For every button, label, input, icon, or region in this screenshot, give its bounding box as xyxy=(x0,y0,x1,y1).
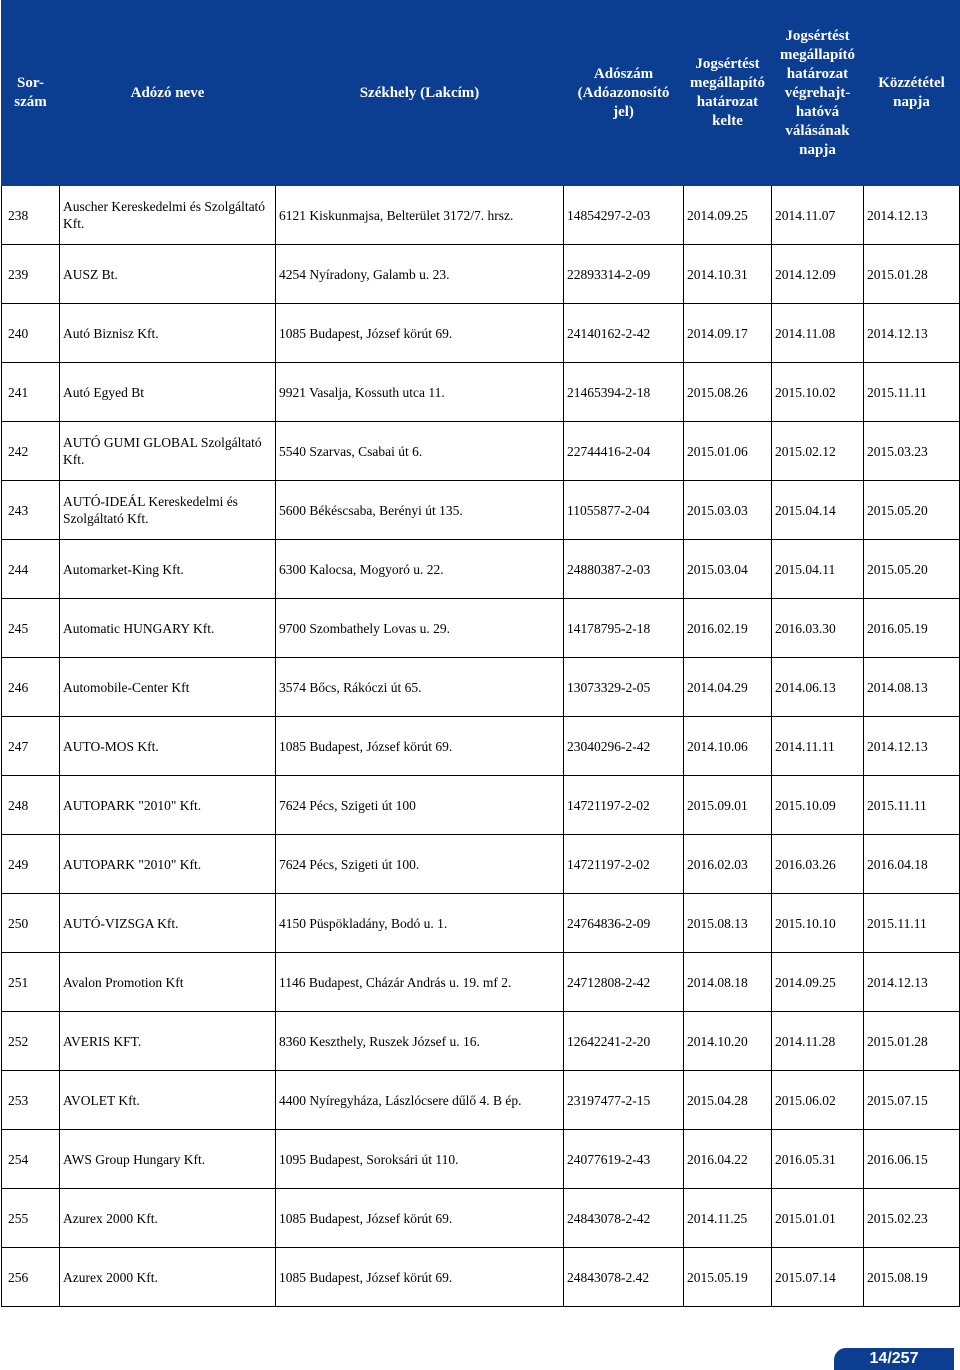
table-row xyxy=(2,894,960,953)
cell-enforceable-date: 2015.10.10 xyxy=(772,894,864,953)
cell-decision-date: 2014.10.06 xyxy=(684,717,772,776)
cell-enforceable-date: 2014.12.09 xyxy=(772,245,864,304)
cell-publication-date: 2015.11.11 xyxy=(864,363,960,422)
cell-decision-date: 2015.05.19 xyxy=(684,1248,772,1307)
cell-tax-number: 14721197-2-02 xyxy=(564,835,684,894)
cell-tax-number: 13073329-2-05 xyxy=(564,658,684,717)
cell-enforceable-date: 2015.01.01 xyxy=(772,1189,864,1248)
cell-row-number: 255 xyxy=(2,1189,60,1248)
cell-row-number: 252 xyxy=(2,1012,60,1071)
cell-taxpayer-name: AUTO-MOS Kft. xyxy=(60,717,276,776)
cell-decision-date: 2014.09.25 xyxy=(684,186,772,245)
cell-decision-date: 2014.10.20 xyxy=(684,1012,772,1071)
cell-publication-date: 2014.12.13 xyxy=(864,953,960,1012)
cell-taxpayer-name: AUTÓ-VIZSGA Kft. xyxy=(60,894,276,953)
cell-decision-date: 2015.08.13 xyxy=(684,894,772,953)
table-row xyxy=(2,245,960,304)
cell-taxpayer-name: AUTOPARK "2010" Kft. xyxy=(60,835,276,894)
cell-decision-date: 2016.02.03 xyxy=(684,835,772,894)
table-row xyxy=(2,1012,960,1071)
cell-enforceable-date: 2015.02.12 xyxy=(772,422,864,481)
cell-row-number: 245 xyxy=(2,599,60,658)
cell-row-number: 247 xyxy=(2,717,60,776)
cell-enforceable-date: 2014.11.08 xyxy=(772,304,864,363)
cell-tax-number: 23040296-2-42 xyxy=(564,717,684,776)
cell-row-number: 253 xyxy=(2,1071,60,1130)
cell-row-number: 244 xyxy=(2,540,60,599)
cell-enforceable-date: 2014.11.28 xyxy=(772,1012,864,1071)
cell-tax-number: 12642241-2-20 xyxy=(564,1012,684,1071)
col-header-tax-number: Adószám (Adóazonosító jel) xyxy=(564,1,684,186)
cell-row-number: 250 xyxy=(2,894,60,953)
cell-tax-number: 22744416-2-04 xyxy=(564,422,684,481)
cell-taxpayer-name: Autó Egyed Bt xyxy=(60,363,276,422)
cell-tax-number: 14721197-2-02 xyxy=(564,776,684,835)
table-row xyxy=(2,481,960,540)
page-number: 14/257 xyxy=(834,1348,954,1370)
cell-publication-date: 2015.02.23 xyxy=(864,1189,960,1248)
cell-enforceable-date: 2015.06.02 xyxy=(772,1071,864,1130)
cell-address: 8360 Keszthely, Ruszek József u. 16. xyxy=(276,1012,564,1071)
cell-tax-number: 24843078-2-42 xyxy=(564,1189,684,1248)
table-row xyxy=(2,1071,960,1130)
cell-taxpayer-name: Automatic HUNGARY Kft. xyxy=(60,599,276,658)
cell-publication-date: 2015.01.28 xyxy=(864,245,960,304)
cell-row-number: 248 xyxy=(2,776,60,835)
cell-enforceable-date: 2015.07.14 xyxy=(772,1248,864,1307)
cell-row-number: 240 xyxy=(2,304,60,363)
cell-publication-date: 2014.12.13 xyxy=(864,186,960,245)
cell-taxpayer-name: Auscher Kereskedelmi és Szolgáltató Kft. xyxy=(60,186,276,245)
cell-address: 7624 Pécs, Szigeti út 100 xyxy=(276,776,564,835)
cell-decision-date: 2014.10.31 xyxy=(684,245,772,304)
cell-enforceable-date: 2016.05.31 xyxy=(772,1130,864,1189)
cell-taxpayer-name: AUTOPARK "2010" Kft. xyxy=(60,776,276,835)
table-row xyxy=(2,1248,960,1307)
cell-publication-date: 2014.12.13 xyxy=(864,304,960,363)
cell-address: 5600 Békéscsaba, Berényi út 135. xyxy=(276,481,564,540)
cell-taxpayer-name: AVOLET Kft. xyxy=(60,1071,276,1130)
cell-publication-date: 2015.05.20 xyxy=(864,481,960,540)
table-row xyxy=(2,304,960,363)
cell-publication-date: 2016.04.18 xyxy=(864,835,960,894)
cell-enforceable-date: 2014.09.25 xyxy=(772,953,864,1012)
cell-enforceable-date: 2016.03.26 xyxy=(772,835,864,894)
col-header-row-number: Sor-szám xyxy=(2,1,60,186)
cell-enforceable-date: 2014.11.07 xyxy=(772,186,864,245)
cell-tax-number: 22893314-2-09 xyxy=(564,245,684,304)
cell-row-number: 254 xyxy=(2,1130,60,1189)
cell-publication-date: 2015.03.23 xyxy=(864,422,960,481)
cell-enforceable-date: 2016.03.30 xyxy=(772,599,864,658)
cell-tax-number: 21465394-2-18 xyxy=(564,363,684,422)
cell-taxpayer-name: Autó Biznisz Kft. xyxy=(60,304,276,363)
table-row xyxy=(2,540,960,599)
cell-decision-date: 2015.03.03 xyxy=(684,481,772,540)
table-row xyxy=(2,422,960,481)
cell-taxpayer-name: AUTÓ GUMI GLOBAL Szolgáltató Kft. xyxy=(60,422,276,481)
col-header-enforceable-date: Jogsértést megállapító határozat végrehajt-hatóvá válásának napja xyxy=(772,1,864,186)
col-header-publication-date: Közzététel napja xyxy=(864,1,960,186)
cell-enforceable-date: 2015.10.09 xyxy=(772,776,864,835)
cell-taxpayer-name: Avalon Promotion Kft xyxy=(60,953,276,1012)
cell-publication-date: 2014.12.13 xyxy=(864,717,960,776)
cell-enforceable-date: 2014.06.13 xyxy=(772,658,864,717)
cell-decision-date: 2016.04.22 xyxy=(684,1130,772,1189)
cell-taxpayer-name: Automobile-Center Kft xyxy=(60,658,276,717)
cell-taxpayer-name: AWS Group Hungary Kft. xyxy=(60,1130,276,1189)
cell-address: 1095 Budapest, Soroksári út 110. xyxy=(276,1130,564,1189)
cell-publication-date: 2014.08.13 xyxy=(864,658,960,717)
cell-publication-date: 2015.11.11 xyxy=(864,894,960,953)
cell-address: 3574 Bőcs, Rákóczi út 65. xyxy=(276,658,564,717)
cell-row-number: 242 xyxy=(2,422,60,481)
cell-address: 4254 Nyíradony, Galamb u. 23. xyxy=(276,245,564,304)
table-row xyxy=(2,1130,960,1189)
cell-taxpayer-name: Automarket-King Kft. xyxy=(60,540,276,599)
cell-address: 9700 Szombathely Lovas u. 29. xyxy=(276,599,564,658)
cell-taxpayer-name: AUSZ Bt. xyxy=(60,245,276,304)
cell-tax-number: 14854297-2-03 xyxy=(564,186,684,245)
cell-taxpayer-name: AUTÓ-IDEÁL Kereskedelmi és Szolgáltató Kft. xyxy=(60,481,276,540)
table-row xyxy=(2,717,960,776)
cell-address: 9921 Vasalja, Kossuth utca 11. xyxy=(276,363,564,422)
cell-tax-number: 24077619-2-43 xyxy=(564,1130,684,1189)
cell-address: 6300 Kalocsa, Mogyoró u. 22. xyxy=(276,540,564,599)
cell-address: 7624 Pécs, Szigeti út 100. xyxy=(276,835,564,894)
cell-address: 1085 Budapest, József körút 69. xyxy=(276,1189,564,1248)
cell-row-number: 238 xyxy=(2,186,60,245)
cell-row-number: 241 xyxy=(2,363,60,422)
cell-tax-number: 24880387-2-03 xyxy=(564,540,684,599)
cell-address: 4150 Püspökladány, Bodó u. 1. xyxy=(276,894,564,953)
cell-row-number: 243 xyxy=(2,481,60,540)
cell-publication-date: 2015.05.20 xyxy=(864,540,960,599)
cell-decision-date: 2014.09.17 xyxy=(684,304,772,363)
cell-address: 1085 Budapest, József körút 69. xyxy=(276,717,564,776)
cell-address: 6121 Kiskunmajsa, Belterület 3172/7. hrsz. xyxy=(276,186,564,245)
cell-row-number: 246 xyxy=(2,658,60,717)
cell-row-number: 249 xyxy=(2,835,60,894)
cell-row-number: 239 xyxy=(2,245,60,304)
table-row xyxy=(2,835,960,894)
table-row xyxy=(2,658,960,717)
cell-decision-date: 2014.08.18 xyxy=(684,953,772,1012)
cell-publication-date: 2015.08.19 xyxy=(864,1248,960,1307)
cell-decision-date: 2015.09.01 xyxy=(684,776,772,835)
tax-offenders-table xyxy=(1,0,960,1307)
cell-publication-date: 2016.05.19 xyxy=(864,599,960,658)
cell-address: 5540 Szarvas, Csabai út 6. xyxy=(276,422,564,481)
cell-enforceable-date: 2015.04.11 xyxy=(772,540,864,599)
cell-enforceable-date: 2015.04.14 xyxy=(772,481,864,540)
cell-tax-number: 14178795-2-18 xyxy=(564,599,684,658)
cell-decision-date: 2015.04.28 xyxy=(684,1071,772,1130)
col-header-taxpayer-name: Adózó neve xyxy=(60,1,276,186)
cell-enforceable-date: 2014.11.11 xyxy=(772,717,864,776)
cell-address: 4400 Nyíregyháza, Lászlócsere dűlő 4. B ép. xyxy=(276,1071,564,1130)
cell-tax-number: 24843078-2.42 xyxy=(564,1248,684,1307)
cell-address: 1085 Budapest, József körút 69. xyxy=(276,1248,564,1307)
table-row xyxy=(2,186,960,245)
table-row xyxy=(2,953,960,1012)
header-row xyxy=(2,1,960,186)
table-row xyxy=(2,599,960,658)
cell-decision-date: 2015.08.26 xyxy=(684,363,772,422)
cell-address: 1085 Budapest, József körút 69. xyxy=(276,304,564,363)
cell-tax-number: 24764836-2-09 xyxy=(564,894,684,953)
cell-tax-number: 24712808-2-42 xyxy=(564,953,684,1012)
table-row xyxy=(2,776,960,835)
cell-taxpayer-name: Azurex 2000 Kft. xyxy=(60,1189,276,1248)
table-row xyxy=(2,363,960,422)
cell-tax-number: 11055877-2-04 xyxy=(564,481,684,540)
cell-taxpayer-name: AVERIS KFT. xyxy=(60,1012,276,1071)
cell-row-number: 256 xyxy=(2,1248,60,1307)
cell-decision-date: 2015.03.04 xyxy=(684,540,772,599)
cell-address: 1146 Budapest, Cházár András u. 19. mf 2. xyxy=(276,953,564,1012)
col-header-decision-date: Jogsértést megállapító határozat kelte xyxy=(684,1,772,186)
cell-tax-number: 24140162-2-42 xyxy=(564,304,684,363)
cell-tax-number: 23197477-2-15 xyxy=(564,1071,684,1130)
cell-publication-date: 2016.06.15 xyxy=(864,1130,960,1189)
cell-publication-date: 2015.07.15 xyxy=(864,1071,960,1130)
cell-decision-date: 2014.11.25 xyxy=(684,1189,772,1248)
cell-row-number: 251 xyxy=(2,953,60,1012)
cell-publication-date: 2015.11.11 xyxy=(864,776,960,835)
cell-taxpayer-name: Azurex 2000 Kft. xyxy=(60,1248,276,1307)
cell-decision-date: 2016.02.19 xyxy=(684,599,772,658)
cell-publication-date: 2015.01.28 xyxy=(864,1012,960,1071)
cell-decision-date: 2014.04.29 xyxy=(684,658,772,717)
col-header-address: Székhely (Lakcím) xyxy=(276,1,564,186)
table-row xyxy=(2,1189,960,1248)
cell-decision-date: 2015.01.06 xyxy=(684,422,772,481)
cell-enforceable-date: 2015.10.02 xyxy=(772,363,864,422)
